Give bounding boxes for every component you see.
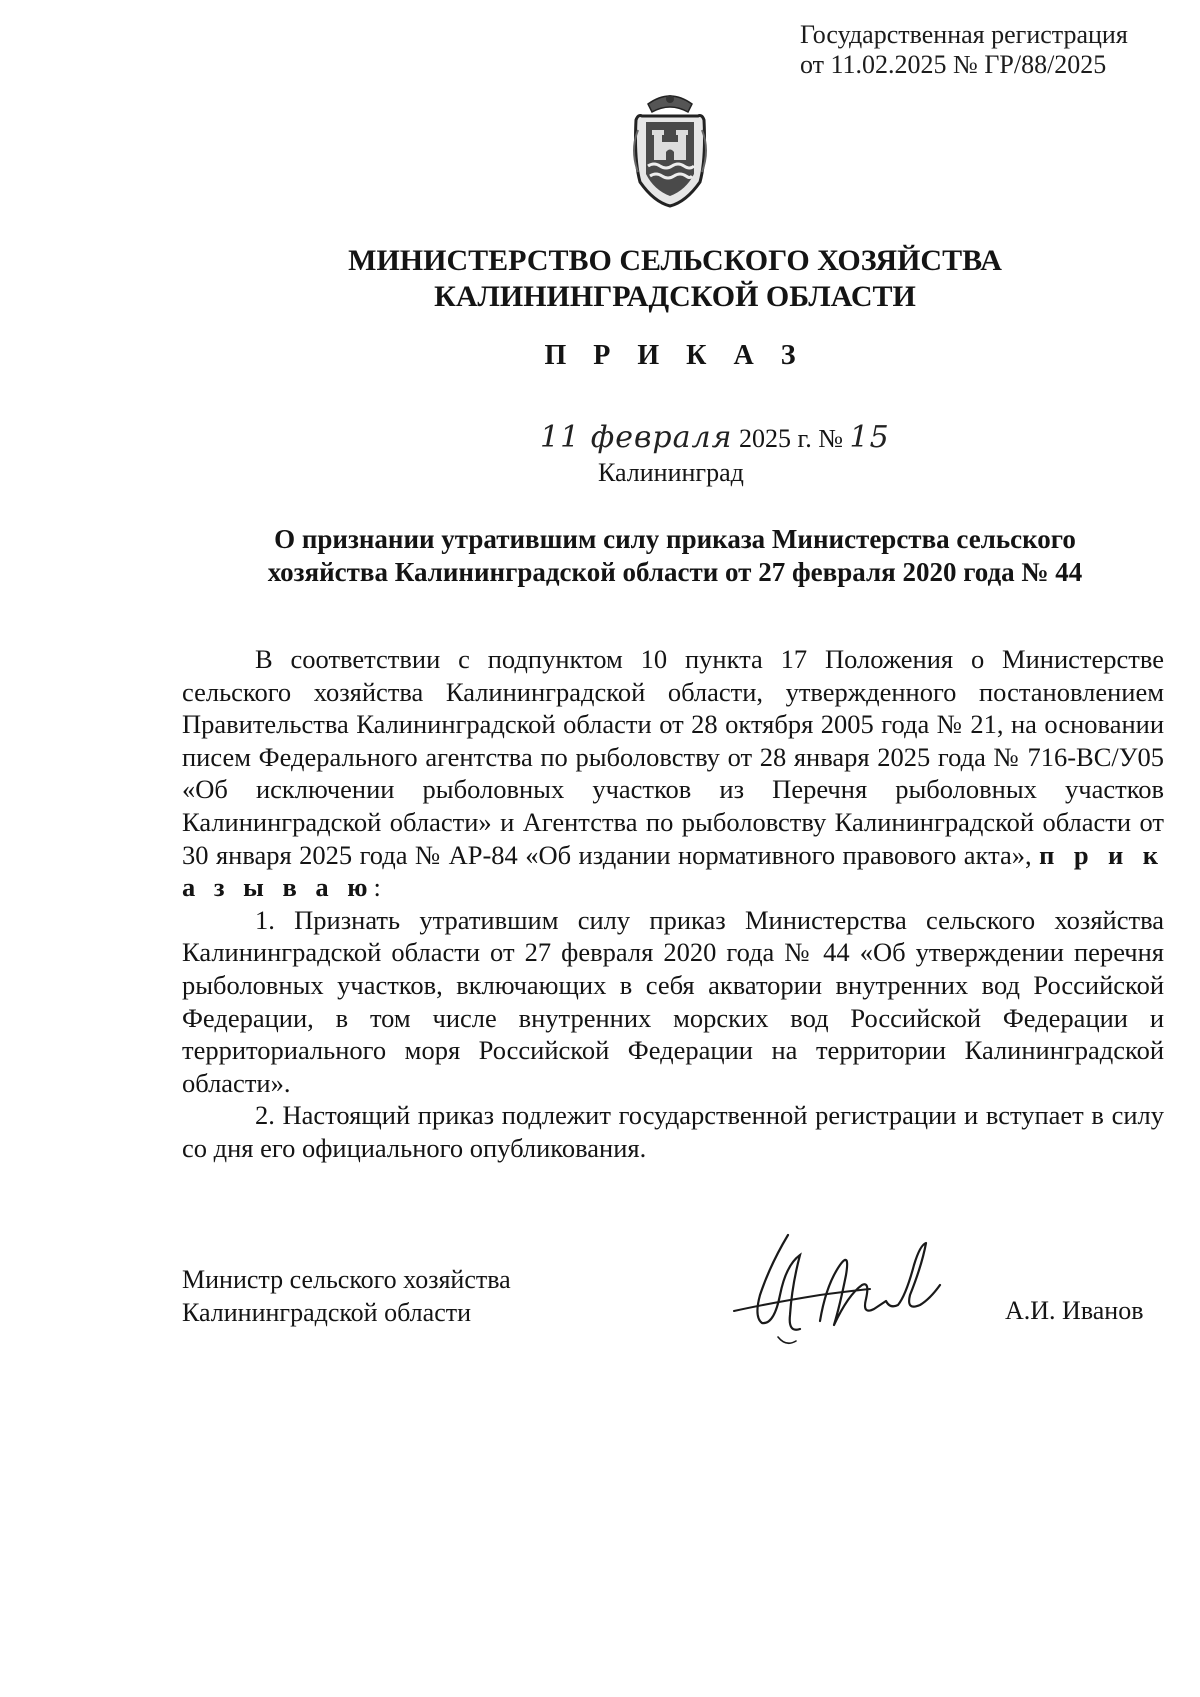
decree-word: п р и к а з ы в а ю bbox=[182, 839, 1165, 903]
order-item-2: 2. Настоящий приказ подлежит государственной регистрации и вступает в силу со дня его официального опубликования. bbox=[182, 1100, 1164, 1163]
order-date-line bbox=[540, 420, 890, 455]
signer-name: А.И. Иванов bbox=[1005, 1296, 1144, 1325]
order-number-label: № bbox=[818, 424, 844, 453]
ministry-title-line-2: КАЛИНИНГРАДСКОЙ ОБЛАСТИ bbox=[434, 280, 916, 313]
order-subject-line-1: О признании утратившим силу приказа Министерства сельского bbox=[274, 524, 1076, 554]
preamble-paragraph bbox=[182, 643, 1164, 904]
handwritten-order-number: 15 bbox=[849, 420, 890, 455]
ministry-title-line-1: МИНИСТЕРСТВО СЕЛЬСКОГО ХОЗЯЙСТВА bbox=[348, 244, 1002, 277]
order-body bbox=[182, 643, 1164, 1165]
order-item-1: 1. Признать утратившим силу приказ Министерства сельского хозяйства Калининградской области от 27 февраля 2020 года № 44 «Об утверждении перечня рыболовных участков, включающих в себя акватории внутренних вод Российской Федерации, в том числе внутренних морских вод Российской Федерации и территориального моря Российской Федерации на территории Калининградской области». bbox=[182, 904, 1164, 1098]
handwritten-signature-icon bbox=[730, 1225, 975, 1355]
registration-line-2: от 11.02.2025 № ГР/88/2025 bbox=[800, 50, 1107, 79]
order-city: Калининград bbox=[598, 458, 744, 487]
order-subject-line-2: хозяйства Калининградской области от 27 февраля 2020 года № 44 bbox=[267, 557, 1083, 587]
signer-position-line-2: Калининградской области bbox=[182, 1298, 472, 1327]
ministry-title bbox=[0, 243, 1200, 315]
registration-line-1: Государственная регистрация bbox=[800, 20, 1128, 49]
order-year: 2025 г. bbox=[738, 424, 812, 453]
signer-position bbox=[182, 1263, 511, 1329]
preamble-text: В соответствии с подпунктом 10 пункта 17 Положения о Министерстве сельского хозяйства Калининградской области, утвержденного постановлением Правительства Калининградской области от 28 октября 2005 года № 21, на основании писем Федерального агентства по рыболовству от 28 января 2025 года № 716-ВС/У05 «Об исключении рыболовных участков из Перечня рыболовных участков Калининградской области» и Агентства по рыболовству Калининградской области от 30 января 2025 года № АР-84 «Об издании нормативного правового акта», bbox=[182, 644, 1164, 870]
handwritten-date: 11 февраля bbox=[540, 420, 733, 455]
registration-stamp bbox=[800, 20, 1128, 80]
order-subject bbox=[180, 523, 1170, 589]
decree-colon: : bbox=[373, 872, 381, 903]
signer-position-line-1: Министр сельского хозяйства bbox=[182, 1265, 511, 1294]
coat-of-arms-icon bbox=[628, 90, 712, 208]
document-type-title: П Р И К А З bbox=[544, 340, 806, 371]
